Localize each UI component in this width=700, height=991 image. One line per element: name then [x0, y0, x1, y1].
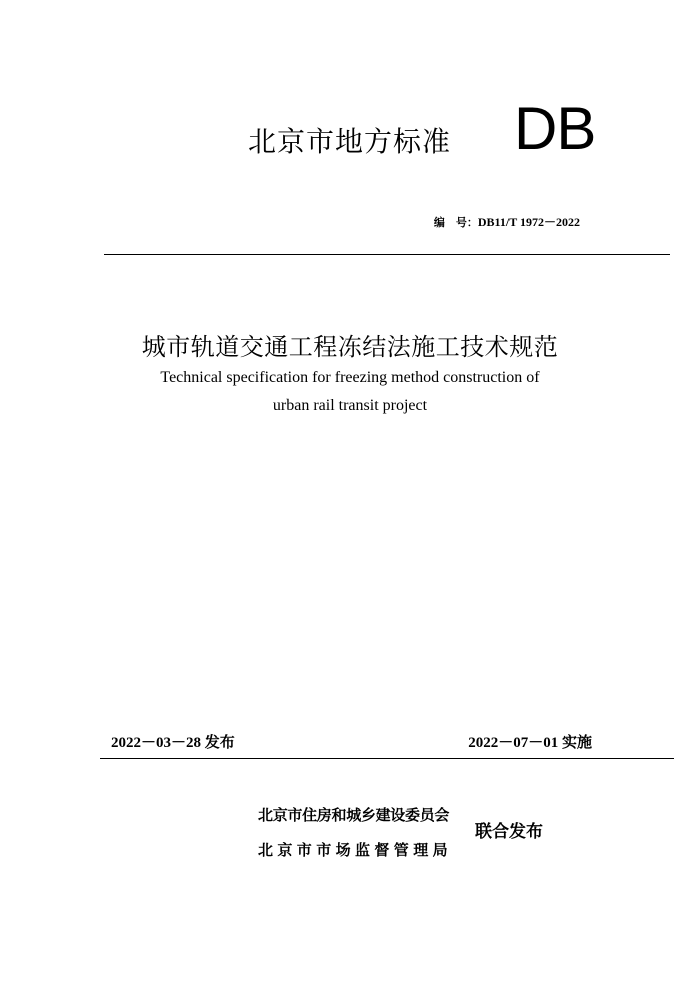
- issue-label: 发布: [204, 733, 235, 751]
- implement-label: 实施: [561, 733, 592, 751]
- top-divider: [104, 254, 670, 255]
- publisher-agency-2: 北京市市场监督管理局: [258, 841, 453, 859]
- issue-date: 2022－03－28: [111, 735, 202, 751]
- serial-number-line: [434, 213, 580, 230]
- implement-date-line: [468, 731, 592, 752]
- document-title-en-line-1: Technical specification for freezing method construction of: [160, 369, 540, 386]
- joint-publish-label: 联合发布: [475, 822, 543, 842]
- serial-label: 编 号：: [433, 216, 478, 229]
- standard-type: 北京市地方标准: [248, 125, 452, 158]
- standard-code: DB: [514, 95, 596, 162]
- publisher-agency-1: 北京市住房和城乡建设委员会: [258, 806, 450, 824]
- bottom-divider: [100, 758, 674, 759]
- document-title-en-line-2: urban rail transit project: [272, 397, 428, 414]
- document-title-zh: 城市轨道交通工程冻结法施工技术规范: [141, 333, 559, 361]
- implement-date: 2022－07－01: [468, 735, 559, 751]
- serial-number: DB11/T 1972－2022: [477, 215, 580, 229]
- issue-date-line: [111, 731, 235, 752]
